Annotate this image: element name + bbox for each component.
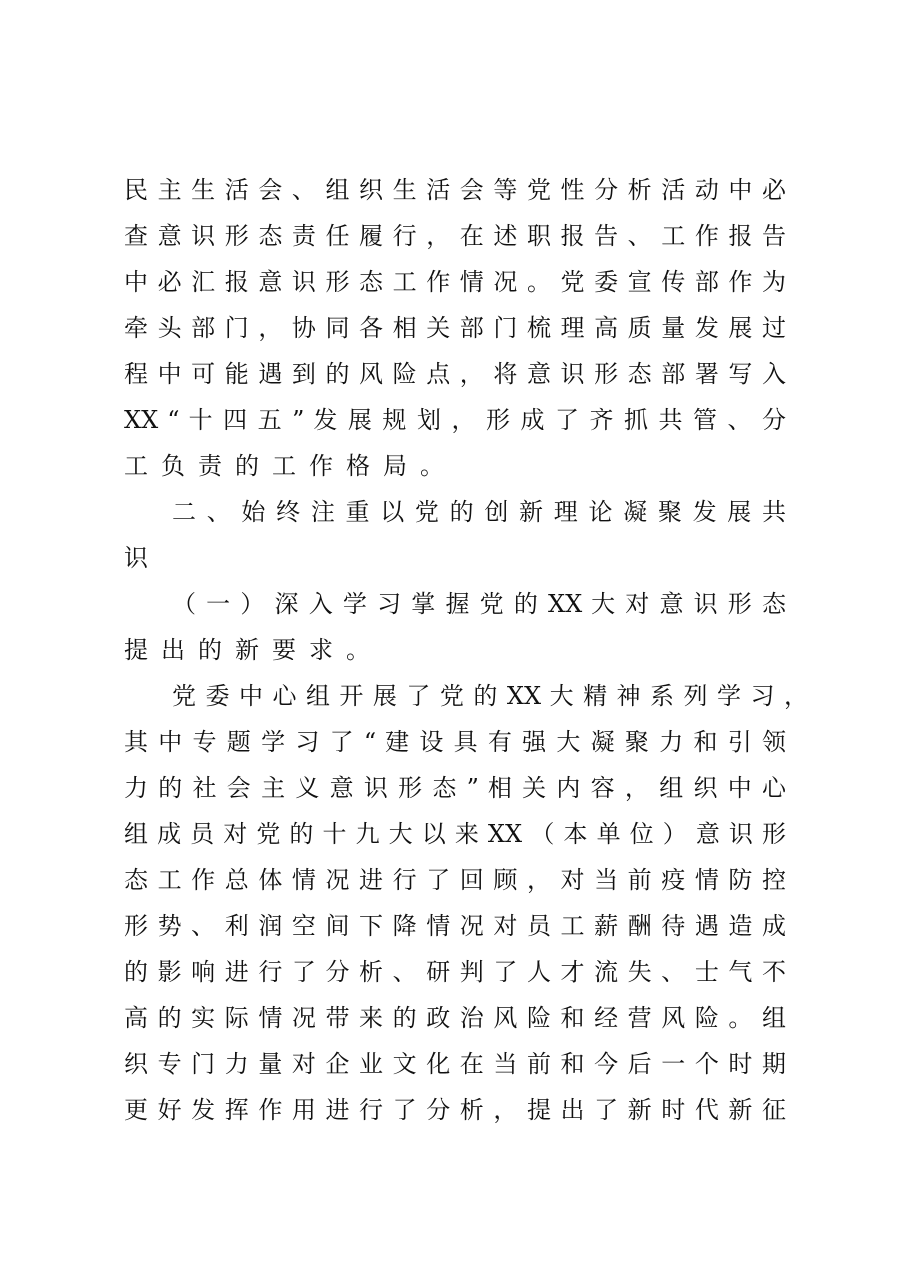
subsection-heading-cont: 提出的新要求。 xyxy=(124,636,383,664)
text-line: 查 意 识 形 态 责 任 履 行 ， 在 述 职 报 告 、 工 作 报 告 xyxy=(124,222,786,250)
subsection-heading: （ 一 ） 深 入 学 习 掌 握 党 的 XX 大 对 意 识 形 态 xyxy=(172,590,786,618)
text-line: 态 工 作 总 体 情 况 进 行 了 回 顾 ， 对 当 前 疫 情 防 控 xyxy=(124,866,786,894)
text-line: 中 必 汇 报 意 识 形 态 工 作 情 况 。 党 委 宣 传 部 作 为 xyxy=(124,268,786,296)
text-line: 高 的 实 际 情 况 带 来 的 政 治 风 险 和 经 营 风 险 。 组 xyxy=(124,1004,786,1032)
section-heading: 二 、 始 终 注 重 以 党 的 创 新 理 论 凝 聚 发 展 共 xyxy=(172,498,786,526)
text-line: 更 好 发 挥 作 用 进 行 了 分 析 ， 提 出 了 新 时 代 新 征 xyxy=(124,1096,786,1124)
text-line: 牵 头 部 门 ， 协 同 各 相 关 部 门 梳 理 高 质 量 发 展 过 xyxy=(124,314,786,342)
text-line: 其 中 专 题 学 习 了 “ 建 设 具 有 强 大 凝 聚 力 和 引 领 xyxy=(124,728,786,756)
text-line: 党 委 中 心 组 开 展 了 党 的 XX 大 精 神 系 列 学 习 ， xyxy=(172,682,808,710)
text-line: 形 势 、 利 润 空 间 下 降 情 况 对 员 工 薪 酬 待 遇 造 成 xyxy=(124,912,786,940)
text-line: 力 的 社 会 主 义 意 识 形 态 ” 相 关 内 容 ， 组 织 中 心 xyxy=(124,774,786,802)
text-line: 程 中 可 能 遇 到 的 风 险 点 ， 将 意 识 形 态 部 署 写 入 xyxy=(124,360,786,388)
text-line: 民 主 生 活 会 、 组 织 生 活 会 等 党 性 分 析 活 动 中 必 xyxy=(124,176,786,204)
text-line: 组 成 员 对 党 的 十 九 大 以 来 XX （ 本 单 位 ） 意 识 形 xyxy=(124,820,786,848)
text-line: 的 影 响 进 行 了 分 析 、 研 判 了 人 才 流 失 、 士 气 不 xyxy=(124,958,786,986)
text-line: 工负责的工作格局。 xyxy=(124,452,457,480)
text-line: 织 专 门 力 量 对 企 业 文 化 在 当 前 和 今 后 一 个 时 期 xyxy=(124,1050,786,1078)
text-line: XX “ 十 四 五 ” 发 展 规 划 ， 形 成 了 齐 抓 共 管 、 分 xyxy=(124,406,786,434)
section-heading-cont: 识 xyxy=(124,544,161,572)
